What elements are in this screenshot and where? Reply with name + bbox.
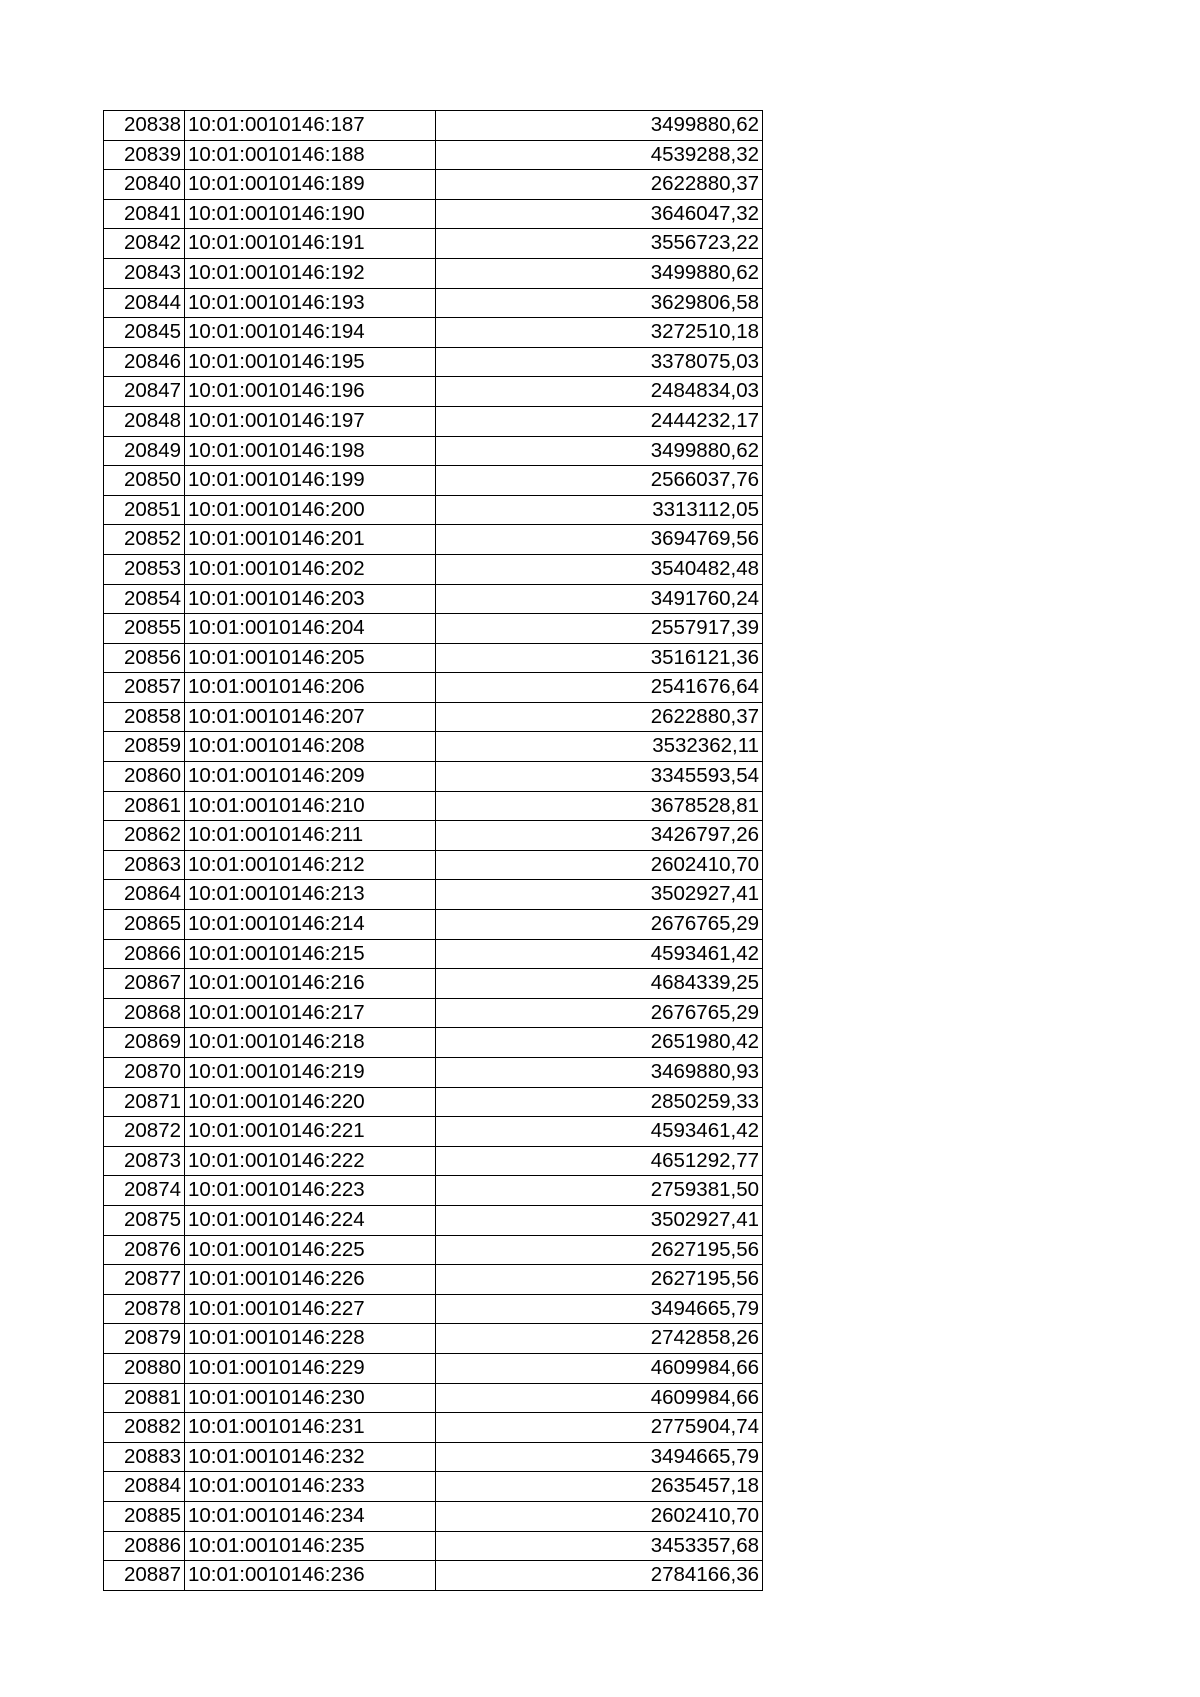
cadastral-number-cell: 10:01:0010146:219 — [185, 1058, 436, 1088]
table-row — [104, 1442, 763, 1472]
table-row — [104, 229, 763, 259]
table-row — [104, 880, 763, 910]
cadastral-number-cell: 10:01:0010146:195 — [185, 347, 436, 377]
cadastral-value-cell: 3426797,26 — [436, 821, 763, 851]
table-row — [104, 554, 763, 584]
cadastral-number-cell: 10:01:0010146:226 — [185, 1265, 436, 1295]
cadastral-number-cell: 10:01:0010146:225 — [185, 1235, 436, 1265]
row-number-cell: 20873 — [104, 1146, 185, 1176]
cadastral-number-cell: 10:01:0010146:189 — [185, 170, 436, 200]
row-number-cell: 20855 — [104, 614, 185, 644]
cadastral-number-cell: 10:01:0010146:190 — [185, 199, 436, 229]
cadastral-value-cell: 3502927,41 — [436, 880, 763, 910]
table-row — [104, 1205, 763, 1235]
cadastral-number-cell: 10:01:0010146:203 — [185, 584, 436, 614]
row-number-cell: 20846 — [104, 347, 185, 377]
cadastral-number-cell: 10:01:0010146:208 — [185, 732, 436, 762]
cadastral-value-cell: 2651980,42 — [436, 1028, 763, 1058]
cadastral-value-cell: 2627195,56 — [436, 1235, 763, 1265]
table-row — [104, 1146, 763, 1176]
cadastral-value-cell: 3491760,24 — [436, 584, 763, 614]
cadastral-value-cell: 2676765,29 — [436, 910, 763, 940]
cadastral-number-cell: 10:01:0010146:192 — [185, 258, 436, 288]
table-row — [104, 288, 763, 318]
cadastral-value-cell: 3499880,62 — [436, 111, 763, 141]
row-number-cell: 20884 — [104, 1472, 185, 1502]
cadastral-value-cell: 2602410,70 — [436, 1501, 763, 1531]
row-number-cell: 20842 — [104, 229, 185, 259]
row-number-cell: 20881 — [104, 1383, 185, 1413]
cadastral-value-cell: 4539288,32 — [436, 140, 763, 170]
table-row — [104, 821, 763, 851]
row-number-cell: 20839 — [104, 140, 185, 170]
table-row — [104, 1117, 763, 1147]
table-row — [104, 199, 763, 229]
row-number-cell: 20878 — [104, 1294, 185, 1324]
table-row — [104, 939, 763, 969]
cadastral-number-cell: 10:01:0010146:204 — [185, 614, 436, 644]
cadastral-number-cell: 10:01:0010146:212 — [185, 850, 436, 880]
cadastral-number-cell: 10:01:0010146:211 — [185, 821, 436, 851]
table-row — [104, 614, 763, 644]
table-row — [104, 702, 763, 732]
cadastral-number-cell: 10:01:0010146:216 — [185, 969, 436, 999]
cadastral-value-cell: 3494665,79 — [436, 1294, 763, 1324]
table-row — [104, 258, 763, 288]
cadastral-value-cell: 3646047,32 — [436, 199, 763, 229]
row-number-cell: 20852 — [104, 525, 185, 555]
row-number-cell: 20853 — [104, 554, 185, 584]
table-row — [104, 140, 763, 170]
cadastral-number-cell: 10:01:0010146:230 — [185, 1383, 436, 1413]
table-row — [104, 1028, 763, 1058]
table-row — [104, 436, 763, 466]
cadastral-number-cell: 10:01:0010146:193 — [185, 288, 436, 318]
table-row — [104, 673, 763, 703]
cadastral-number-cell: 10:01:0010146:218 — [185, 1028, 436, 1058]
cadastral-value-cell: 2784166,36 — [436, 1561, 763, 1591]
cadastral-number-cell: 10:01:0010146:191 — [185, 229, 436, 259]
row-number-cell: 20844 — [104, 288, 185, 318]
cadastral-value-cell: 2602410,70 — [436, 850, 763, 880]
row-number-cell: 20843 — [104, 258, 185, 288]
row-number-cell: 20868 — [104, 998, 185, 1028]
row-number-cell: 20870 — [104, 1058, 185, 1088]
cadastral-number-cell: 10:01:0010146:231 — [185, 1413, 436, 1443]
table-row — [104, 1265, 763, 1295]
cadastral-number-cell: 10:01:0010146:221 — [185, 1117, 436, 1147]
table-row — [104, 1531, 763, 1561]
row-number-cell: 20847 — [104, 377, 185, 407]
cadastral-value-cell: 2742858,26 — [436, 1324, 763, 1354]
row-number-cell: 20886 — [104, 1531, 185, 1561]
table-row — [104, 762, 763, 792]
row-number-cell: 20862 — [104, 821, 185, 851]
row-number-cell: 20876 — [104, 1235, 185, 1265]
cadastral-value-cell: 3556723,22 — [436, 229, 763, 259]
table-row — [104, 1383, 763, 1413]
cadastral-value-table — [103, 110, 763, 1591]
cadastral-number-cell: 10:01:0010146:200 — [185, 495, 436, 525]
cadastral-number-cell: 10:01:0010146:220 — [185, 1087, 436, 1117]
table-row — [104, 466, 763, 496]
cadastral-value-cell: 2557917,39 — [436, 614, 763, 644]
cadastral-number-cell: 10:01:0010146:214 — [185, 910, 436, 940]
table-row — [104, 1472, 763, 1502]
cadastral-value-cell: 3499880,62 — [436, 258, 763, 288]
cadastral-value-cell: 2759381,50 — [436, 1176, 763, 1206]
cadastral-number-cell: 10:01:0010146:223 — [185, 1176, 436, 1206]
row-number-cell: 20879 — [104, 1324, 185, 1354]
table-row — [104, 1294, 763, 1324]
cadastral-value-cell: 3272510,18 — [436, 318, 763, 348]
row-number-cell: 20859 — [104, 732, 185, 762]
cadastral-value-cell: 3469880,93 — [436, 1058, 763, 1088]
cadastral-value-cell: 3378075,03 — [436, 347, 763, 377]
cadastral-value-cell: 2622880,37 — [436, 702, 763, 732]
table-row — [104, 347, 763, 377]
cadastral-value-cell: 3532362,11 — [436, 732, 763, 762]
cadastral-number-cell: 10:01:0010146:232 — [185, 1442, 436, 1472]
table-row — [104, 1058, 763, 1088]
cadastral-number-cell: 10:01:0010146:187 — [185, 111, 436, 141]
row-number-cell: 20860 — [104, 762, 185, 792]
cadastral-value-cell: 4593461,42 — [436, 1117, 763, 1147]
table-row — [104, 1501, 763, 1531]
cadastral-number-cell: 10:01:0010146:228 — [185, 1324, 436, 1354]
row-number-cell: 20851 — [104, 495, 185, 525]
cadastral-value-cell: 2635457,18 — [436, 1472, 763, 1502]
row-number-cell: 20877 — [104, 1265, 185, 1295]
row-number-cell: 20850 — [104, 466, 185, 496]
cadastral-number-cell: 10:01:0010146:234 — [185, 1501, 436, 1531]
cadastral-number-cell: 10:01:0010146:207 — [185, 702, 436, 732]
cadastral-value-cell: 4593461,42 — [436, 939, 763, 969]
table-row — [104, 1413, 763, 1443]
table-row — [104, 910, 763, 940]
row-number-cell: 20880 — [104, 1353, 185, 1383]
row-number-cell: 20865 — [104, 910, 185, 940]
table-row — [104, 1324, 763, 1354]
table-row — [104, 377, 763, 407]
document-page — [103, 110, 763, 1591]
row-number-cell: 20872 — [104, 1117, 185, 1147]
cadastral-value-cell: 3494665,79 — [436, 1442, 763, 1472]
cadastral-value-cell: 2850259,33 — [436, 1087, 763, 1117]
cadastral-number-cell: 10:01:0010146:215 — [185, 939, 436, 969]
cadastral-value-cell: 2627195,56 — [436, 1265, 763, 1295]
cadastral-number-cell: 10:01:0010146:199 — [185, 466, 436, 496]
table-row — [104, 170, 763, 200]
row-number-cell: 20845 — [104, 318, 185, 348]
cadastral-value-cell: 2676765,29 — [436, 998, 763, 1028]
table-row — [104, 969, 763, 999]
row-number-cell: 20887 — [104, 1561, 185, 1591]
row-number-cell: 20858 — [104, 702, 185, 732]
cadastral-number-cell: 10:01:0010146:236 — [185, 1561, 436, 1591]
cadastral-value-cell: 2566037,76 — [436, 466, 763, 496]
table-row — [104, 1176, 763, 1206]
cadastral-value-cell: 4651292,77 — [436, 1146, 763, 1176]
row-number-cell: 20849 — [104, 436, 185, 466]
cadastral-number-cell: 10:01:0010146:229 — [185, 1353, 436, 1383]
row-number-cell: 20838 — [104, 111, 185, 141]
cadastral-value-cell: 4609984,66 — [436, 1383, 763, 1413]
cadastral-number-cell: 10:01:0010146:201 — [185, 525, 436, 555]
row-number-cell: 20874 — [104, 1176, 185, 1206]
cadastral-number-cell: 10:01:0010146:227 — [185, 1294, 436, 1324]
row-number-cell: 20856 — [104, 643, 185, 673]
table-row — [104, 584, 763, 614]
row-number-cell: 20869 — [104, 1028, 185, 1058]
cadastral-value-cell: 3499880,62 — [436, 436, 763, 466]
cadastral-value-cell: 3516121,36 — [436, 643, 763, 673]
cadastral-number-cell: 10:01:0010146:235 — [185, 1531, 436, 1561]
cadastral-value-cell: 2444232,17 — [436, 406, 763, 436]
cadastral-number-cell: 10:01:0010146:209 — [185, 762, 436, 792]
row-number-cell: 20871 — [104, 1087, 185, 1117]
row-number-cell: 20857 — [104, 673, 185, 703]
cadastral-number-cell: 10:01:0010146:222 — [185, 1146, 436, 1176]
row-number-cell: 20875 — [104, 1205, 185, 1235]
table-row — [104, 318, 763, 348]
cadastral-number-cell: 10:01:0010146:202 — [185, 554, 436, 584]
table-row — [104, 1353, 763, 1383]
cadastral-value-cell: 3453357,68 — [436, 1531, 763, 1561]
cadastral-number-cell: 10:01:0010146:197 — [185, 406, 436, 436]
cadastral-value-cell: 3502927,41 — [436, 1205, 763, 1235]
cadastral-number-cell: 10:01:0010146:210 — [185, 791, 436, 821]
cadastral-value-cell: 4684339,25 — [436, 969, 763, 999]
cadastral-value-cell: 4609984,66 — [436, 1353, 763, 1383]
cadastral-value-cell: 2622880,37 — [436, 170, 763, 200]
table-row — [104, 1235, 763, 1265]
table-row — [104, 1087, 763, 1117]
row-number-cell: 20864 — [104, 880, 185, 910]
table-row — [104, 791, 763, 821]
row-number-cell: 20885 — [104, 1501, 185, 1531]
row-number-cell: 20840 — [104, 170, 185, 200]
cadastral-value-cell: 3678528,81 — [436, 791, 763, 821]
cadastral-number-cell: 10:01:0010146:224 — [185, 1205, 436, 1235]
row-number-cell: 20883 — [104, 1442, 185, 1472]
cadastral-number-cell: 10:01:0010146:233 — [185, 1472, 436, 1502]
cadastral-value-cell: 3313112,05 — [436, 495, 763, 525]
table-row — [104, 406, 763, 436]
table-row — [104, 850, 763, 880]
table-row — [104, 643, 763, 673]
cadastral-number-cell: 10:01:0010146:217 — [185, 998, 436, 1028]
table-row — [104, 1561, 763, 1591]
cadastral-number-cell: 10:01:0010146:196 — [185, 377, 436, 407]
row-number-cell: 20867 — [104, 969, 185, 999]
row-number-cell: 20863 — [104, 850, 185, 880]
row-number-cell: 20841 — [104, 199, 185, 229]
cadastral-value-cell: 3694769,56 — [436, 525, 763, 555]
cadastral-number-cell: 10:01:0010146:206 — [185, 673, 436, 703]
table-body — [104, 111, 763, 1591]
cadastral-number-cell: 10:01:0010146:198 — [185, 436, 436, 466]
cadastral-value-cell: 3629806,58 — [436, 288, 763, 318]
row-number-cell: 20854 — [104, 584, 185, 614]
row-number-cell: 20882 — [104, 1413, 185, 1443]
cadastral-number-cell: 10:01:0010146:205 — [185, 643, 436, 673]
cadastral-number-cell: 10:01:0010146:188 — [185, 140, 436, 170]
cadastral-number-cell: 10:01:0010146:194 — [185, 318, 436, 348]
table-row — [104, 998, 763, 1028]
row-number-cell: 20866 — [104, 939, 185, 969]
table-row — [104, 111, 763, 141]
cadastral-value-cell: 2484834,03 — [436, 377, 763, 407]
row-number-cell: 20848 — [104, 406, 185, 436]
cadastral-value-cell: 2775904,74 — [436, 1413, 763, 1443]
table-row — [104, 525, 763, 555]
cadastral-number-cell: 10:01:0010146:213 — [185, 880, 436, 910]
row-number-cell: 20861 — [104, 791, 185, 821]
table-row — [104, 732, 763, 762]
table-row — [104, 495, 763, 525]
cadastral-value-cell: 3345593,54 — [436, 762, 763, 792]
cadastral-value-cell: 3540482,48 — [436, 554, 763, 584]
cadastral-value-cell: 2541676,64 — [436, 673, 763, 703]
